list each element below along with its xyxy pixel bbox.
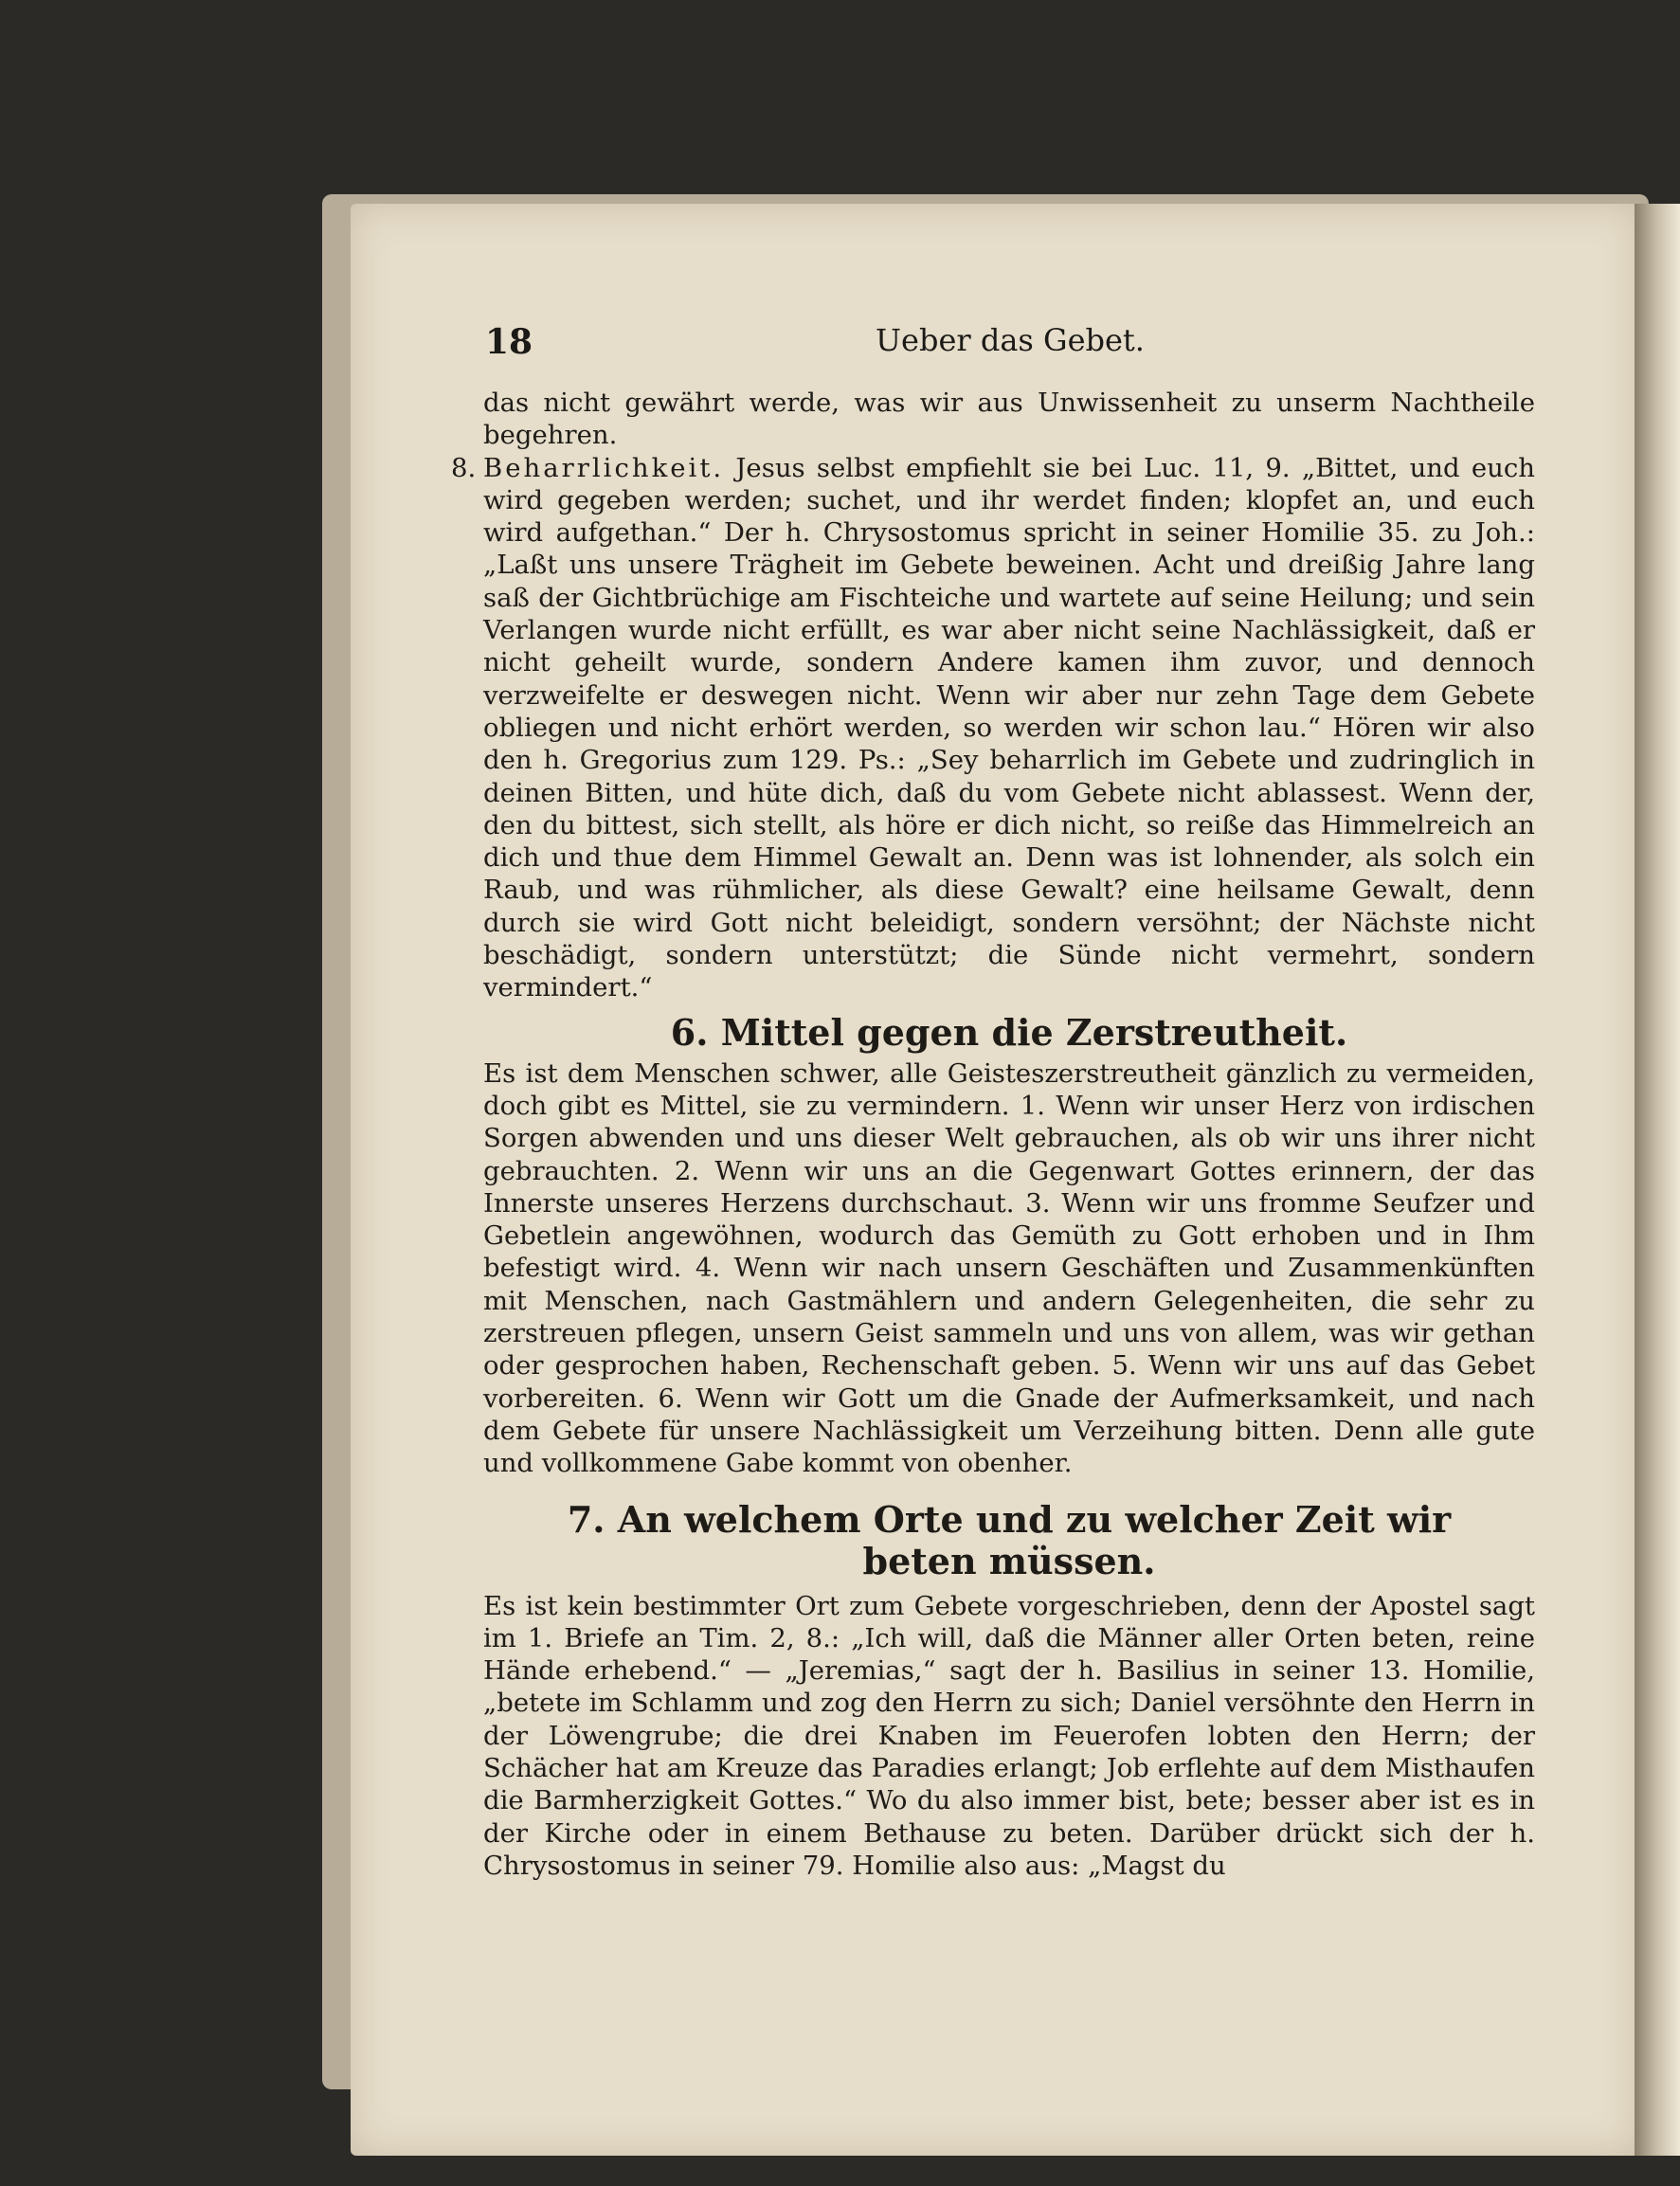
section-7-text: Es ist kein bestimmter Ort zum Gebete vorgeschrieben, denn der Apostel sagt im 1. Briefe an Tim. 2, 8.: „Ich will, daß die Männer aller Orten beten, reine Hände erhebend.“ — „Jeremias,“ sagt der h. Basilius in seiner 13. Homilie, „betete im Schlamm und zog den Herrn zu sich; Daniel versöhnte den Herrn in der Löwengrube; die drei Knaben im Feuerofen lobten den Herrn; der Schächer hat am Kreuze das Paradies erlangt; Job erflehte auf dem Misthaufen die Barmherzigkeit Gottes.“ Wo du also immer bist, bete; besser aber ist es in der Kirche oder in einem Bethause zu beten. Darüber drückt sich der h. Chrysostomus in seiner 79. Homilie also aus: „Magst du bbox=[483, 1590, 1535, 1881]
page-body bbox=[451, 387, 1535, 1882]
section-7-heading bbox=[483, 1499, 1535, 1582]
page-header bbox=[485, 322, 1535, 370]
section-7-heading-line2: beten müssen. bbox=[862, 1539, 1156, 1582]
item-number: 8. bbox=[451, 452, 477, 483]
continuation-paragraph: das nicht gewährt werde, was wir aus Unwissenheit zu unserm Nachtheile begehren. bbox=[483, 388, 1535, 451]
section-6-text: Es ist dem Menschen schwer, alle Geisteszerstreutheit gänzlich zu vermeiden, doch gibt es Mittel, sie zu vermindern. 1. Wenn wir unser Herz von irdischen Sorgen abwenden und uns dieser Welt gebrauchen, als ob wir uns ihrer nicht gebrauchten. 2. Wenn wir uns an die Gegenwart Gottes erinnern, der das Innerste unseres Herzens durchschaut. 3. Wenn wir uns fromme Seufzer und Gebetlein angewöhnen, wodurch das Gemüth zu Gott erhoben und in Ihm befestigt wird. 4. Wenn wir nach unsern Geschäften und Zusammenkünften mit Menschen, nach Gastmählern und andern Gelegenheiten, die sehr zu zerstreuen pflegen, unsern Geist sammeln und uns von allem, was wir gethan oder gesprochen haben, Rechenschaft geben. 5. Wenn wir uns auf das Gebet vorbereiten. 6. Wenn wir Gott um die Gnade der Aufmerksamkeit, und nach dem Gebete für unsere Nachlässigkeit um Verzeihung bitten. Denn alle gute und vollkommene Gabe kommt von obenher. bbox=[483, 1057, 1535, 1479]
running-head: Ueber das Gebet. bbox=[876, 322, 1145, 358]
page-number: 18 bbox=[485, 322, 533, 362]
item-term: Beharrlichkeit. bbox=[483, 452, 725, 483]
book-spine bbox=[1635, 204, 1680, 2156]
item-text: Jesus selbst empfiehlt sie bei Luc. 11, 9. „Bittet, und euch wird gegeben werden; suchet, und ihr werdet finden; klopfet an, und euch wird aufgethan.“ Der h. Chrysostomus spricht in seiner Homilie 35. zu Joh.: „Laßt uns unsere Trägheit im Gebete beweinen. Acht und dreißig Jahre lang saß der Gichtbrüchige am Fischteiche und wartete auf seine Heilung; und sein Verlangen wurde nicht erfüllt, es war aber nicht seine Nachlässigkeit, daß er nicht geheilt wurde, sondern Andere kamen ihm zuvor, und dennoch verzweifelte er deswegen nicht. Wenn wir aber nur zehn Tage dem Gebete obliegen und nicht erhört werden, so werden wir schon lau.“ Hören wir also den h. Gregorius zum 129. Ps.: „Sey beharrlich im Gebete und zudringlich in deinen Bitten, und hüte dich, daß du vom Gebete nicht ablassest. Wenn der, den du bittest, sich stellt, als höre er dich nicht, so reiße das Himmelreich an dich und thue dem Himmel Gewalt an. Denn was ist lohnender, als solch ein Raub, und was rühmlicher, als diese Gewalt? eine heilsame Gewalt, denn durch sie wird Gott nicht beleidigt, sondern versöhnt; der Nächste nicht beschädigt, sondern unterstützt; die Sünde nicht vermehrt, sondern vermindert.“ bbox=[483, 452, 1535, 1003]
section-6-heading: 6. Mittel gegen die Zerstreutheit. bbox=[670, 1010, 1348, 1054]
section-7-heading-line1: 7. An welchem Orte und zu welcher Zeit wir bbox=[567, 1497, 1452, 1541]
item-8-paragraph bbox=[451, 452, 1535, 1004]
